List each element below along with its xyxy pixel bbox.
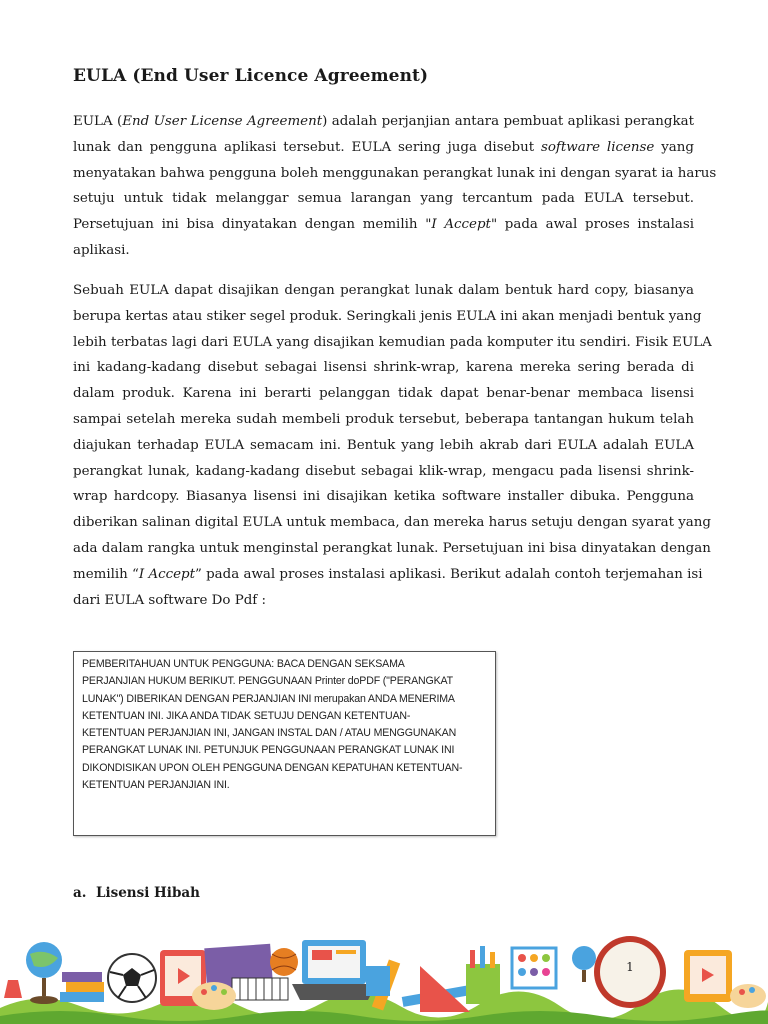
paragraph-line: memilih “I Accept” pada awal proses instalasi aplikasi. Berikut adalah contoh terjemahan isi [73,566,703,582]
paragraph-line: lunak dan pengguna aplikasi tersebut. EULA sering juga disebut software license yang [73,139,694,155]
school-supplies-footer-illustration [0,920,768,1024]
notice-line: KETENTUAN PERJANJIAN INI, JANGAN INSTAL DAN / ATAU MENGGUNAKAN [82,727,457,740]
paragraph-line: ada dalam rangka untuk menginstal perangkat lunak. Persetujuan ini bisa dinyatakan dengan [73,540,711,556]
flask-icon [4,980,22,998]
books-icon [60,972,104,1002]
paint-palette-icon [192,982,236,1010]
paragraph-line: wrap hardcopy. Biasanya lisensi ini disajikan ketika software installer dibuka. Pengguna [73,489,694,505]
small-globe-icon [572,946,596,982]
section-heading-lisensi-hibah [73,885,200,901]
paragraph-line: Persetujuan ini bisa dinyatakan dengan memilih "I Accept" pada awal proses instalasi [73,217,694,233]
paragraph-line: lebih terbatas lagi dari EULA yang disajikan kemudian pada komputer itu sendiri. Fisik EULA [73,334,712,350]
paint-box-icon [512,948,556,988]
notice-line: LUNAK") DIBERIKAN DENGAN PERJANJIAN INI merupakan ANDA MENERIMA [82,692,455,705]
notice-line: PERJANJIAN HUKUM BERIKUT. PENGGUNAAN Printer doPDF ("PERANGKAT [82,675,453,688]
notice-line: DIKONDISIKAN UPON OLEH PENGGUNA DENGAN KEPATUHAN KETENTUAN- [82,761,463,774]
notice-line: PEMBERITAHUAN UNTUK PENGGUNA: BACA DENGAN SEKSAMA [82,658,405,670]
paragraph-line: ini kadang-kadang disebut sebagai lisensi shrink-wrap, karena mereka sering berada di [73,360,694,376]
laptop-icon [292,940,376,1000]
paragraph-line: perangkat lunak, kadang-kadang disebut sebagai klik-wrap, mengacu pada lisensi shrink- [73,463,694,479]
notice-line: PERANGKAT LUNAK INI. PETUNJUK PENGGUNAAN PERANGKAT LUNAK INI [82,744,455,757]
notice-line: KETENTUAN INI. JIKA ANDA TIDAK SETUJU DENGAN KETENTUAN- [82,709,411,722]
paragraph-line: aplikasi. [73,242,130,258]
tablet-right-icon [684,950,732,1002]
page-number: 1 [626,960,634,974]
paragraph-line: berupa kertas atau stiker segel produk. Seringkali jenis EULA ini akan menjadi bentuk yang [73,308,702,324]
paragraph-line: diajukan terhadap EULA semacam ini. Bentuk yang lebih akrab dari EULA adalah EULA [73,437,694,453]
globe-icon [26,942,62,1004]
eula-notice-box [73,651,496,836]
paragraph-line: EULA (End User License Agreement) adalah perjanjian antara pembuat aplikasi perangkat [73,114,694,129]
basketball-icon [270,948,298,976]
pencil-cup-icon [466,946,500,1004]
paragraph-line: diberikan salinan digital EULA untuk membaca, dan mereka harus setuju dengan syarat yang [73,515,711,531]
paragraph-line: dalam produk. Karena ini berarti pelanggan tidak dapat benar-benar membaca lisensi [73,386,694,402]
notice-line: KETENTUAN PERJANJIAN INI. [82,779,230,792]
soccer-ball-icon [108,954,156,1002]
section-number: a. [73,885,87,901]
right-palette-icon [730,984,766,1008]
paragraph-eula-forms [73,278,712,613]
paragraph-line: setuju untuk tidak melanggar semua larangan yang tercantum pada EULA tersebut. [73,191,694,207]
paragraph-line: sampai setelah mereka sudah membeli produk tersebut, beberapa tantangan hukum telah [73,411,694,427]
paragraph-line: dari EULA software Do Pdf : [73,592,267,608]
paragraph-line: menyatakan bahwa pengguna boleh menggunakan perangkat lunak ini dengan syarat ia harus [73,165,717,181]
section-title: Lisensi Hibah [96,885,200,901]
notebook-icon [366,966,390,996]
paragraph-eula-definition [73,109,717,264]
page-title: EULA (End User Licence Agreement) [73,66,429,86]
paragraph-line: Sebuah EULA dapat disajikan dengan perangkat lunak dalam bentuk hard copy, biasanya [73,283,694,298]
